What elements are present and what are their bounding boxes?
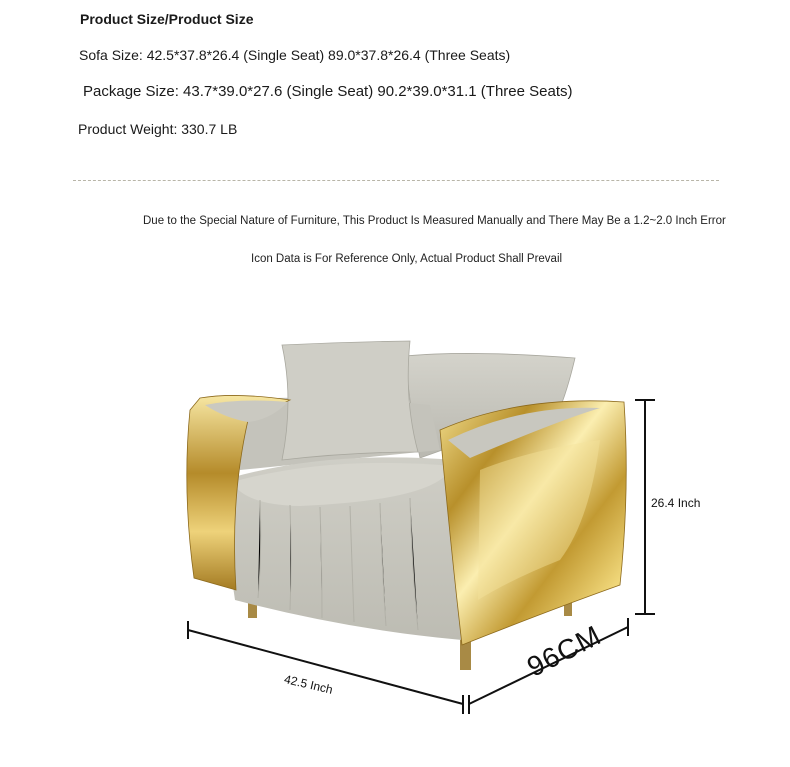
spec-heading: Product Size/Product Size (80, 11, 254, 27)
sofa-seat (228, 457, 462, 640)
width-label: 42.5 Inch (282, 672, 335, 697)
height-label: 26.4 Inch (651, 496, 701, 510)
measurement-note: Due to the Special Nature of Furniture, This Product Is Measured Manually and There May Be a 1.2~2.0 Inch Error (143, 215, 726, 227)
depth-label: 96CM (522, 619, 607, 683)
package-size-text: Package Size: 43.7*39.0*27.6 (Single Seat) 90.2*39.0*31.1 (Three Seats) (83, 83, 573, 100)
right-gold-arm (440, 401, 626, 645)
product-weight-text: Product Weight: 330.7 LB (78, 121, 238, 137)
reference-note: Icon Data is For Reference Only, Actual Product Shall Prevail (251, 253, 563, 265)
throw-pillow (282, 341, 418, 460)
sofa-size-text: Sofa Size: 42.5*37.8*26.4 (Single Seat) 89.0*37.8*26.4 (Three Seats) (79, 47, 511, 63)
